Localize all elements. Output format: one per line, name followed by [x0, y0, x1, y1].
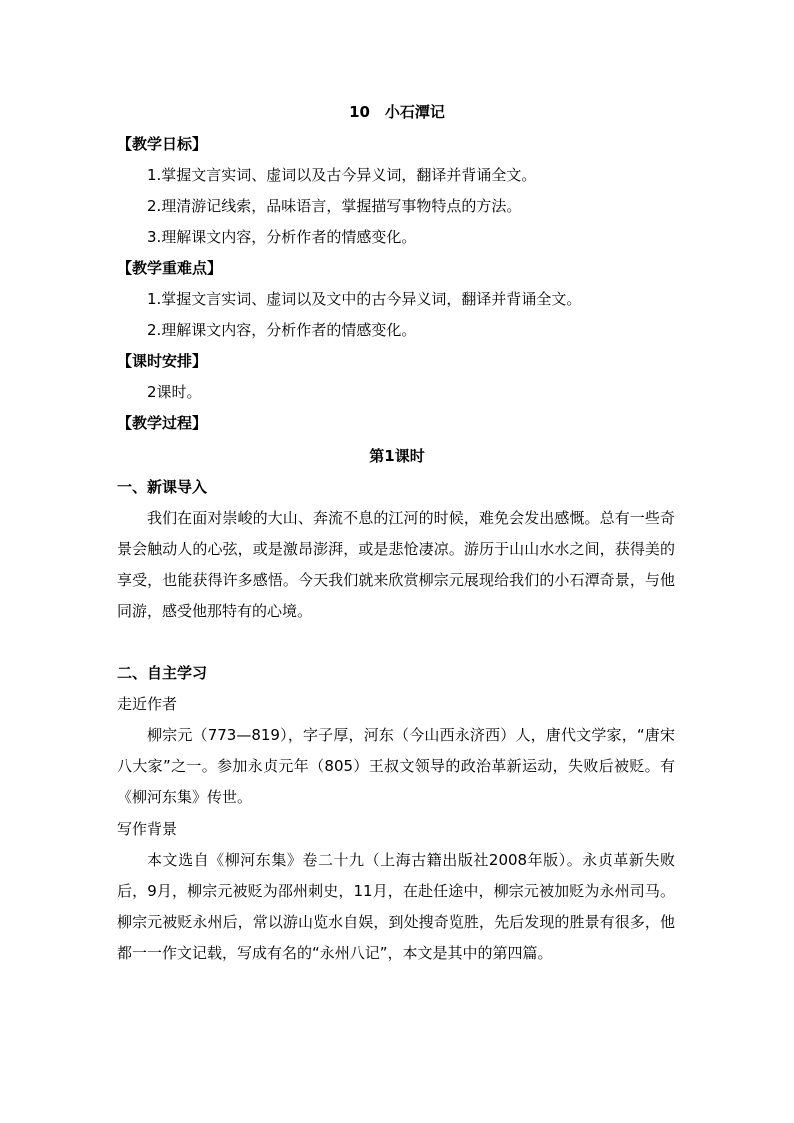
- key-point-item: 1.掌握文言实词、虚词以及文中的古今异义词，翻译并背诵全文。: [147, 290, 582, 308]
- key-point-item: 2.理解课文内容，分析作者的情感变化。: [147, 321, 417, 339]
- process-heading: 【教学过程】: [117, 414, 208, 432]
- intro-heading: 一、新课导入: [117, 478, 208, 496]
- background-subheading: 写作背景: [117, 820, 178, 838]
- objective-item: 2.理清游记线索，品味语言，掌握描写事物特点的方法。: [147, 197, 522, 215]
- author-subheading: 走近作者: [117, 695, 178, 713]
- objective-item: 3.理解课文内容，分析作者的情感变化。: [147, 228, 417, 246]
- objective-item: 1.掌握文言实词、虚词以及古今异义词，翻译并背诵全文。: [147, 166, 537, 184]
- lesson-title: 10 小石潭记: [349, 103, 445, 121]
- objectives-heading: 【教学日标】: [117, 135, 208, 153]
- period-title: 第1课时: [369, 447, 425, 465]
- schedule-heading: 【课时安排】: [117, 352, 208, 370]
- background-paragraph: 本文选自《柳河东集》卷二十九（上海古籍出版社2008年版）。永贞革新失败后，9月，柳宗元被贬为邵州刺史，11月，在赴任途中，柳宗元被加贬为永州司马。柳宗元被贬永州后，常以游山览水自娱，到处搜奇览胜，先后发现的胜景有很多，他都一一作文记载，写成有名的“永州八记”，本文是其中的第四篇。: [117, 851, 675, 962]
- self-study-heading: 二、自主学习: [117, 664, 208, 682]
- schedule-text: 2课时。: [147, 383, 202, 401]
- intro-paragraph: 我们在面对崇峻的大山、奔流不息的江河的时候，难免会发出感慨。总有一些奇景会触动人的心弦，或是激昂澎湃，或是悲怆凄凉。游历于山山水水之间，获得美的享受，也能获得许多感悟。今天我们就来欣赏柳宗元展现给我们的小石潭奇景，与他同游，感受他那特有的心境。: [117, 509, 675, 620]
- author-paragraph: 柳宗元（773—819），字子厚，河东（今山西永济西）人，唐代文学家，“唐宋八大家”之一。参加永贞元年（805）王叔文领导的政治革新运动，失败后被贬。有《柳河东集》传世。: [117, 726, 675, 806]
- key-points-heading: 【教学重难点】: [117, 259, 223, 277]
